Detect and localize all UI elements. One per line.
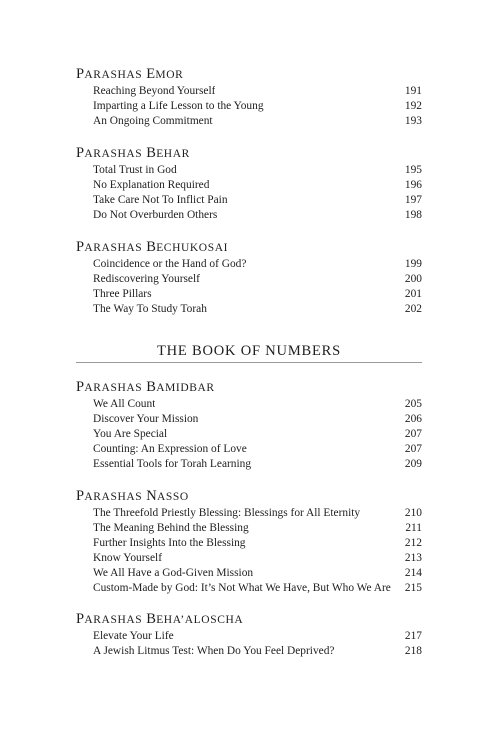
toc-entry[interactable]: Essential Tools for Torah Learning 209	[93, 458, 422, 470]
page-number: 202	[404, 303, 422, 315]
page-number: 213	[404, 552, 422, 564]
toc-entry[interactable]: Reaching Beyond Yourself 191	[93, 85, 422, 97]
toc-entry[interactable]: Three Pillars 201	[93, 288, 422, 300]
toc-entry[interactable]: Custom-Made by God: It’s Not What We Have, But Who We Are 215	[93, 582, 422, 594]
page-number: 191	[404, 85, 422, 97]
entry-list-behaaloscha	[93, 629, 422, 659]
page-number: 201	[404, 288, 422, 300]
page-number: 196	[404, 179, 422, 191]
toc-entry[interactable]: We All Count 205	[93, 398, 422, 410]
page-number: 210	[404, 507, 422, 519]
page-number: 200	[404, 273, 422, 285]
page-number: 215	[404, 582, 422, 594]
page-number: 198	[404, 209, 422, 221]
book-title: THE BOOK OF NUMBERS	[157, 343, 341, 359]
section-heading-nasso: PARASHAS NASSO	[76, 488, 189, 504]
toc-entry[interactable]: Know Yourself 213	[93, 552, 422, 564]
toc-entry[interactable]: Further Insights Into the Blessing 212	[93, 537, 422, 549]
toc-entry[interactable]: The Threefold Priestly Blessing: Blessings for All Eternity 210	[93, 507, 422, 519]
page-number: 205	[404, 398, 422, 410]
page-number: 214	[404, 567, 422, 579]
toc-entry[interactable]: The Way To Study Torah 202	[93, 303, 422, 315]
entry-list-behar	[93, 163, 422, 223]
page-number: 197	[404, 194, 422, 206]
page-number: 195	[404, 164, 422, 176]
toc-entry[interactable]: We All Have a God-Given Mission 214	[93, 567, 422, 579]
title-rule	[76, 362, 422, 363]
toc-entry[interactable]: You Are Special 207	[93, 428, 422, 440]
toc-entry[interactable]: Do Not Overburden Others 198	[93, 209, 422, 221]
page-number: 199	[404, 258, 422, 270]
page-number: 212	[404, 537, 422, 549]
page-number: 217	[404, 630, 422, 642]
toc-entry[interactable]: No Explanation Required 196	[93, 179, 422, 191]
toc-entry[interactable]: Counting: An Expression of Love 207	[93, 443, 422, 455]
page-number: 206	[404, 413, 422, 425]
section-heading-bechukosai: PARASHAS BECHUKOSAI	[76, 239, 229, 255]
toc-entry[interactable]: An Ongoing Commitment 193	[93, 115, 422, 127]
toc-entry[interactable]: The Meaning Behind the Blessing 211	[93, 522, 422, 534]
page-number: 193	[404, 115, 422, 127]
entry-list-bechukosai	[93, 257, 422, 317]
page-number: 207	[404, 428, 422, 440]
toc-entry[interactable]: A Jewish Litmus Test: When Do You Feel Deprived? 218	[93, 645, 422, 657]
section-heading-behaaloscha: PARASHAS BEHA’ALOSCHA	[76, 611, 244, 627]
toc-entry[interactable]: Elevate Your Life 217	[93, 630, 422, 642]
toc-entry[interactable]: Take Care Not To Inflict Pain 197	[93, 194, 422, 206]
toc-entry[interactable]: Imparting a Life Lesson to the Young 192	[93, 100, 422, 112]
toc-entry[interactable]: Coincidence or the Hand of God? 199	[93, 258, 422, 270]
toc-entry[interactable]: Total Trust in God 195	[93, 164, 422, 176]
page-number: 192	[404, 100, 422, 112]
section-heading-bamidbar: PARASHAS BAMIDBAR	[76, 379, 215, 395]
page-number: 211	[405, 522, 422, 534]
section-heading-behar: PARASHAS BEHAR	[76, 145, 190, 161]
section-heading-emor: PARASHAS EMOR	[76, 66, 184, 82]
entry-list-emor	[93, 84, 422, 129]
toc-entry[interactable]: Rediscovering Yourself 200	[93, 273, 422, 285]
page-number: 209	[404, 458, 422, 470]
page-number: 218	[404, 645, 422, 657]
entry-list-bamidbar	[93, 397, 422, 472]
toc-entry[interactable]: Discover Your Mission 206	[93, 413, 422, 425]
entry-list-nasso	[93, 506, 422, 596]
page-number: 207	[404, 443, 422, 455]
